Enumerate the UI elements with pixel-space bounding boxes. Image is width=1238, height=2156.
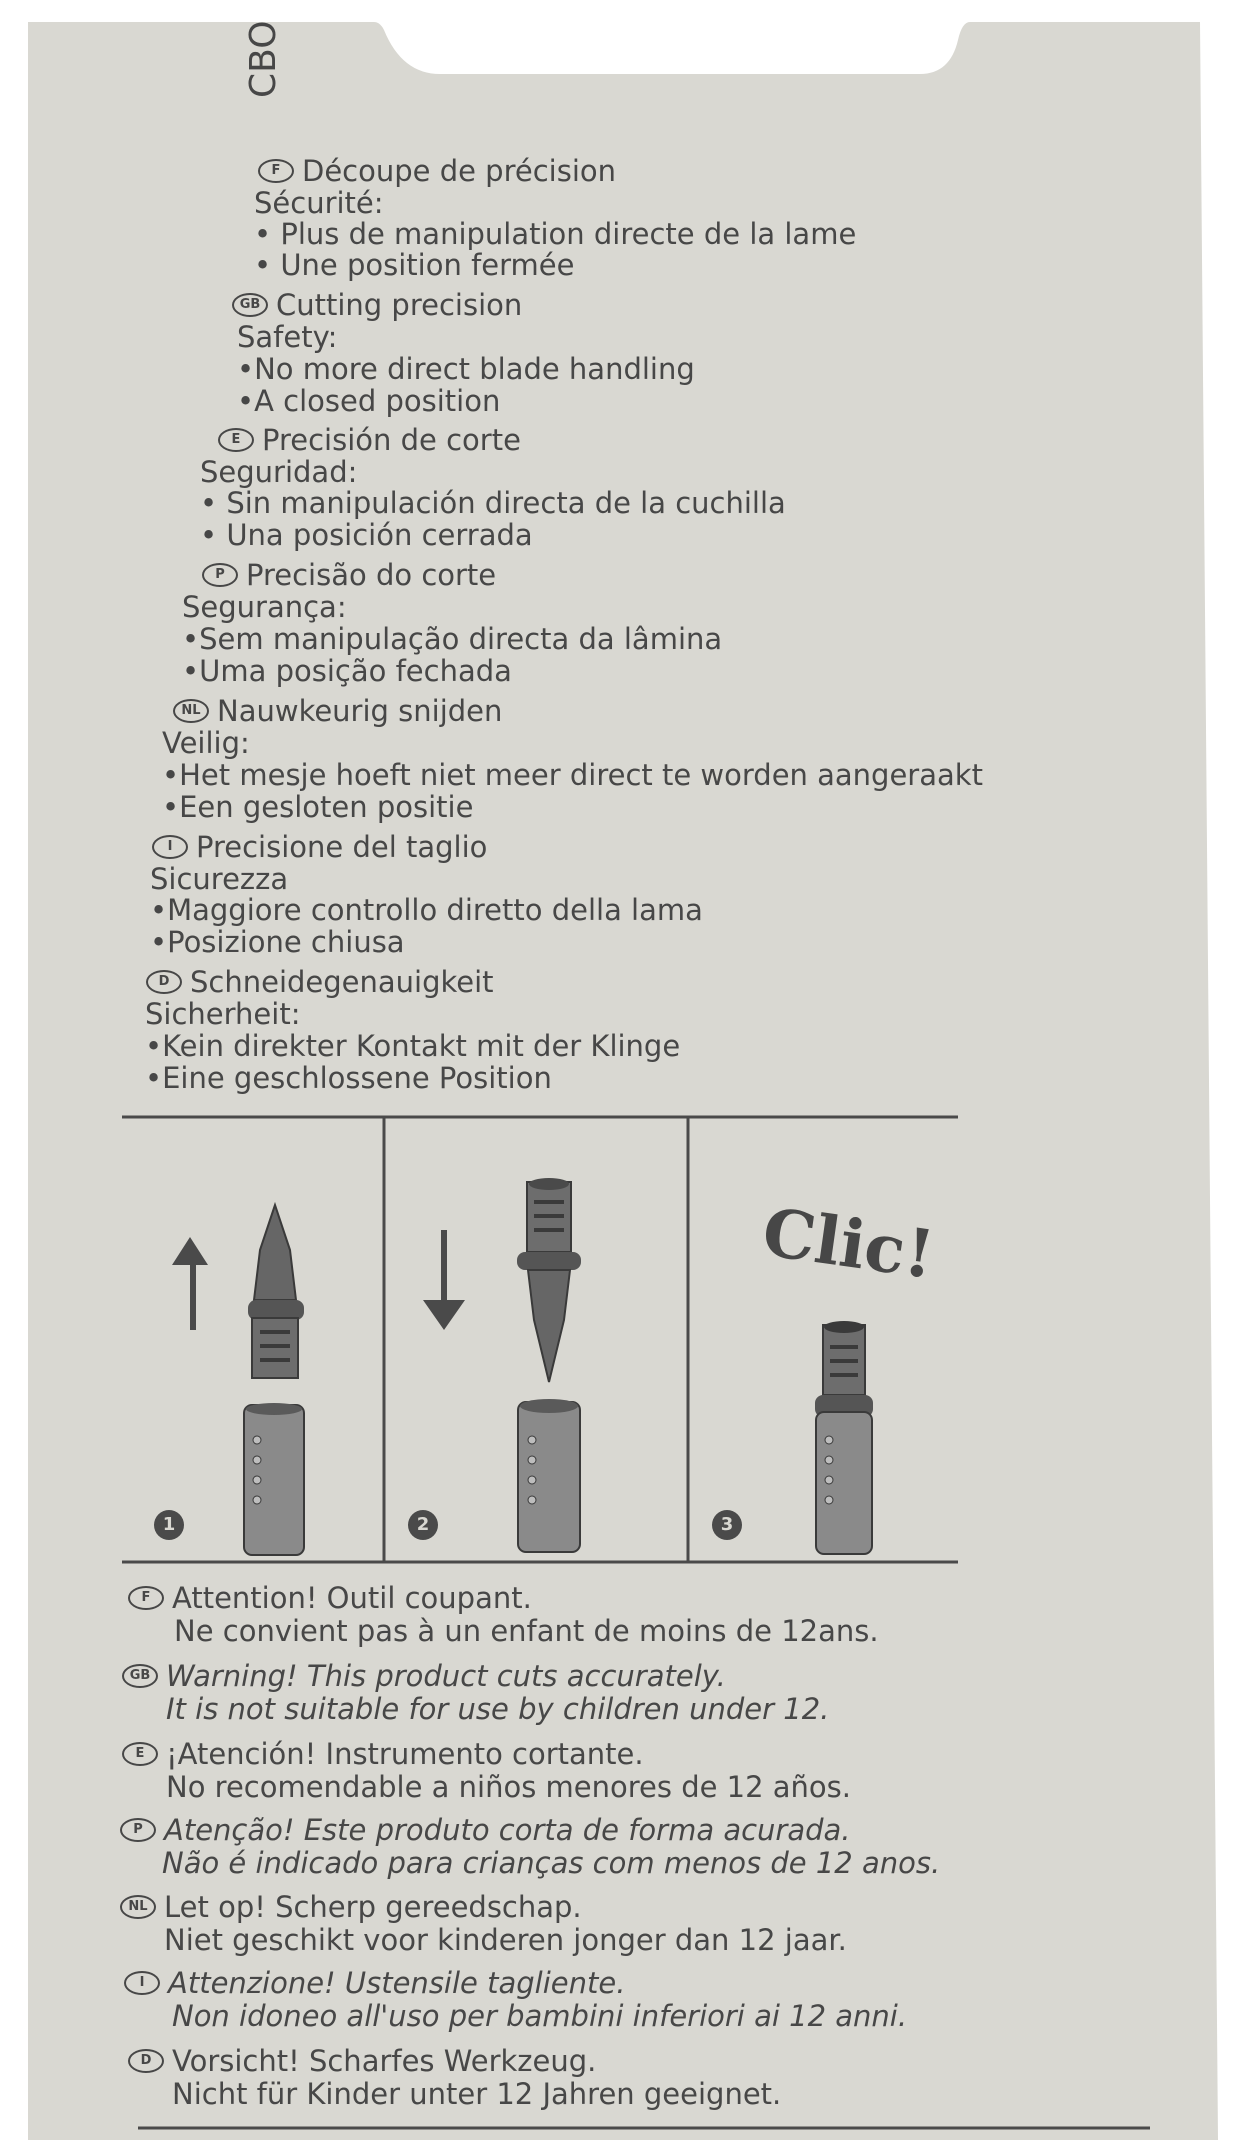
lang-badge-nl: NL	[173, 699, 209, 723]
lang-badge-nl: NL	[120, 1895, 156, 1919]
lang-badge-i: I	[152, 835, 188, 859]
lang-badge-d: D	[146, 970, 182, 994]
warning-line: Não é indicado para crianças com menos de 12 anos.	[162, 1846, 941, 1880]
warning-line: ¡Atención! Instrumento cortante.	[166, 1737, 644, 1771]
lang-badge-i: I	[124, 1971, 160, 1995]
feature-label: Sicherheit:	[145, 997, 301, 1031]
lang-badge-gb: GB	[122, 1664, 158, 1688]
feature-bullet: • Sin manipulación directa de la cuchilla	[200, 486, 786, 520]
feature-label: Veilig:	[162, 726, 250, 760]
step-3-illustration	[815, 1321, 873, 1554]
warning-line: Attention! Outil coupant.	[172, 1581, 532, 1615]
feature-bullet: •No more direct blade handling	[237, 352, 695, 386]
warning-line: Nicht für Kinder unter 12 Jahren geeignet.	[172, 2077, 782, 2111]
warning-line: Niet geschikt voor kinderen jonger dan 12 jaar.	[164, 1923, 847, 1957]
warning-line: No recomendable a niños menores de 12 años.	[166, 1770, 851, 1804]
warning-line: Atenção! Este produto corta de forma acurada.	[164, 1813, 851, 1847]
feature-label: Safety:	[237, 320, 338, 354]
warning-line: Vorsicht! Scharfes Werkzeug.	[172, 2044, 597, 2078]
lang-badge-d: D	[128, 2049, 164, 2073]
feature-bullet: •Een gesloten positie	[162, 790, 474, 824]
warning-line: Non idoneo all'uso per bambini inferiori ai 12 anni.	[172, 1999, 908, 2033]
feature-bullet: •Het mesje hoeft niet meer direct te worden aangeraakt	[162, 758, 983, 792]
feature-label: Sécurité:	[254, 186, 384, 220]
feature-bullet: •Maggiore controllo diretto della lama	[150, 893, 703, 927]
feature-title: Schneidegenauigkeit	[190, 965, 494, 999]
product-code: CBO	[243, 20, 284, 98]
feature-title: Precisione del taglio	[196, 830, 488, 864]
lang-badge-gb: GB	[232, 293, 268, 317]
feature-bullet: •Kein direkter Kontakt mit der Klinge	[145, 1029, 681, 1063]
warning-line: Attenzione! Ustensile tagliente.	[168, 1966, 626, 2000]
feature-bullet: • Une position fermée	[254, 248, 575, 282]
step-number-1: 1	[154, 1510, 184, 1540]
feature-bullet: •Eine geschlossene Position	[145, 1061, 552, 1095]
feature-label: Segurança:	[182, 590, 347, 624]
feature-title: Cutting precision	[276, 288, 523, 322]
feature-label: Seguridad:	[200, 455, 358, 489]
feature-title: Precisão do corte	[246, 558, 497, 592]
lang-badge-f: F	[258, 159, 294, 183]
feature-title: Nauwkeurig snijden	[217, 694, 503, 728]
lang-badge-p: P	[120, 1818, 156, 1842]
step-number-2: 2	[408, 1510, 438, 1540]
feature-label: Sicurezza	[150, 862, 289, 896]
feature-bullet: • Una posición cerrada	[200, 518, 533, 552]
feature-title: Precisión de corte	[262, 423, 521, 457]
lang-badge-e: E	[122, 1742, 158, 1766]
feature-bullet: •Sem manipulação directa da lâmina	[182, 622, 723, 656]
warning-line: Let op! Scherp gereedschap.	[164, 1890, 582, 1924]
feature-bullet: •Posizione chiusa	[150, 925, 405, 959]
lang-badge-p: P	[202, 563, 238, 587]
step-number-3: 3	[712, 1510, 742, 1540]
feature-title: Découpe de précision	[302, 154, 617, 188]
lang-badge-f: F	[128, 1586, 164, 1610]
warning-line: It is not suitable for use by children under 12.	[166, 1692, 830, 1726]
warning-line: Warning! This product cuts accurately.	[166, 1659, 726, 1693]
feature-bullet: • Plus de manipulation directe de la lame	[254, 217, 857, 251]
feature-bullet: •A closed position	[237, 384, 501, 418]
feature-bullet: •Uma posição fechada	[182, 654, 512, 688]
lang-badge-e: E	[218, 428, 254, 452]
warning-line: Ne convient pas à un enfant de moins de 12ans.	[174, 1614, 879, 1648]
clic-label: Clic!	[758, 1192, 940, 1294]
